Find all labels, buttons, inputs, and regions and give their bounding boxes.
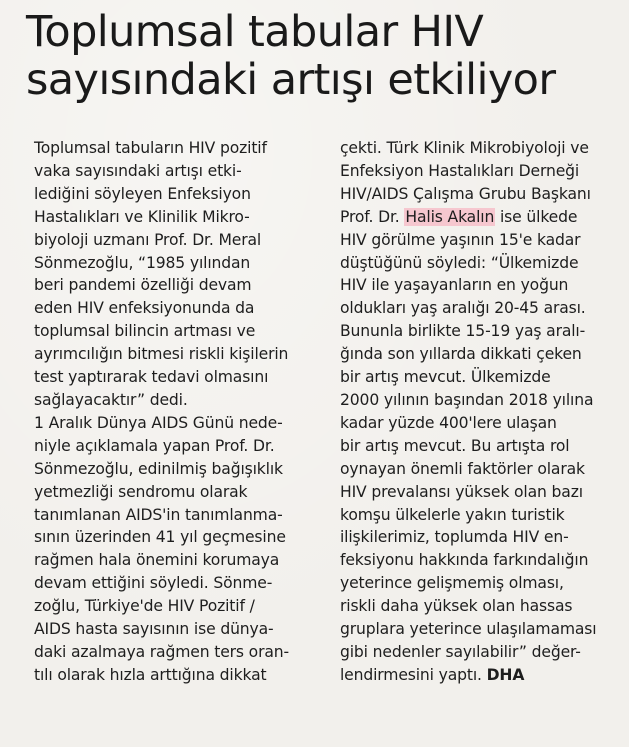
text-line: kadar yüzde 400'lere ulaşan	[340, 413, 557, 432]
text-line: lediğini söyleyen Enfeksiyon	[34, 184, 251, 203]
text-line: HIV/AIDS Çalışma Grubu Başkanı	[340, 184, 591, 203]
text-line: toplumsal bilincin artması ve	[34, 322, 256, 341]
text-line: HIV ile yaşayanların en yoğun	[340, 276, 569, 295]
text-line: 1 Aralık Dünya AIDS Günü nede-	[34, 413, 283, 432]
text-line: devam ettiğini söyledi. Sönme-	[34, 574, 273, 593]
text-line: ayrımcılığın bitmesi riskli kişilerin	[34, 345, 289, 364]
text-line: AIDS hasta sayısının ise dünya-	[34, 620, 274, 639]
text-line: sının üzerinden 41 yıl geçmesine	[34, 528, 286, 547]
text-line: daki azalmaya rağmen ters oran-	[34, 642, 289, 661]
article-column-left	[34, 137, 330, 687]
text-line: niyle açıklamala yapan Prof. Dr.	[34, 436, 275, 455]
headline-line-1: Toplumsal tabular HIV	[26, 7, 484, 57]
text-line: oynayan önemli faktörler olarak	[340, 459, 585, 478]
text-line: biyoloji uzmanı Prof. Dr. Meral	[34, 230, 262, 249]
text-line: tılı olarak hızla arttığına dikkat	[34, 665, 267, 684]
text-line: beri pandemi özelliği devam	[34, 276, 252, 295]
text-line: sağlayacaktır” dedi.	[34, 390, 188, 409]
text-line: gruplara yeterince ulaşılamaması	[340, 620, 597, 639]
text-line: komşu ülkelerle yakın turistik	[340, 505, 565, 524]
agency-credit: DHA	[486, 665, 525, 684]
closing-line	[340, 664, 622, 687]
text-line: 2000 yılının başından 2018 yılına	[340, 390, 594, 409]
text-line: gibi nedenler sayılabilir” değer-	[340, 642, 581, 661]
text-fragment: ise ülkede	[495, 207, 578, 226]
text-line: riskli daha yüksek olan hassas	[340, 597, 573, 616]
text-line: çekti. Türk Klinik Mikrobiyoloji ve	[340, 139, 589, 157]
text-line: oldukları yaş aralığı 20-45 arası.	[340, 299, 586, 318]
text-line: ğında son yıllarda dikkati çeken	[340, 345, 582, 364]
text-line: yetmezliği sendromu olarak	[34, 482, 248, 501]
text-line: tanımlanan AIDS'in tanımlanma-	[34, 505, 283, 524]
text-line: bir artış mevcut. Ülkemizde	[340, 368, 551, 387]
headline-line-2: sayısındaki artışı etkiliyor	[26, 55, 556, 105]
text-line: test yaptırarak tedavi olmasını	[34, 368, 269, 387]
text-line: Enfeksiyon Hastalıkları Derneği	[340, 161, 580, 180]
text-line: düştüğünü söyledi: “Ülkemizde	[340, 253, 579, 272]
headline	[26, 8, 616, 104]
text-line: Sönmezoğlu, “1985 yılından	[34, 253, 251, 272]
text-line: HIV görülme yaşının 15'e kadar	[340, 230, 581, 249]
text-line: feksiyonu hakkında farkındalığın	[340, 551, 589, 570]
text-line: yeterince gelişmemiş olması,	[340, 574, 564, 593]
text-line: Toplumsal tabuların HIV pozitif	[34, 139, 267, 157]
text-line: bir artış mevcut. Bu artışta rol	[340, 436, 570, 455]
highlighted-name-line	[340, 206, 622, 229]
text-line: vaka sayısındaki artışı etki-	[34, 161, 242, 180]
article-column-right	[340, 137, 622, 687]
text-line: Sönmezoğlu, edinilmiş bağışıklık	[34, 459, 283, 478]
text-line: eden HIV enfeksiyonunda da	[34, 299, 255, 318]
highlighted-name: Halis Akalın	[405, 207, 495, 226]
text-line: Bununla birlikte 15-19 yaş aralı-	[340, 322, 586, 341]
text-fragment: Prof. Dr.	[340, 207, 405, 226]
text-line: HIV prevalansı yüksek olan bazı	[340, 482, 583, 501]
text-line: ilişkilerimiz, toplumda HIV en-	[340, 528, 569, 547]
text-line: zoğlu, Türkiye'de HIV Pozitif /	[34, 597, 255, 616]
text-fragment: lendirmesini yaptı.	[340, 665, 487, 684]
text-line: rağmen hala önemini korumaya	[34, 551, 280, 570]
text-line: Hastalıkları ve Klinilik Mikro-	[34, 207, 250, 226]
